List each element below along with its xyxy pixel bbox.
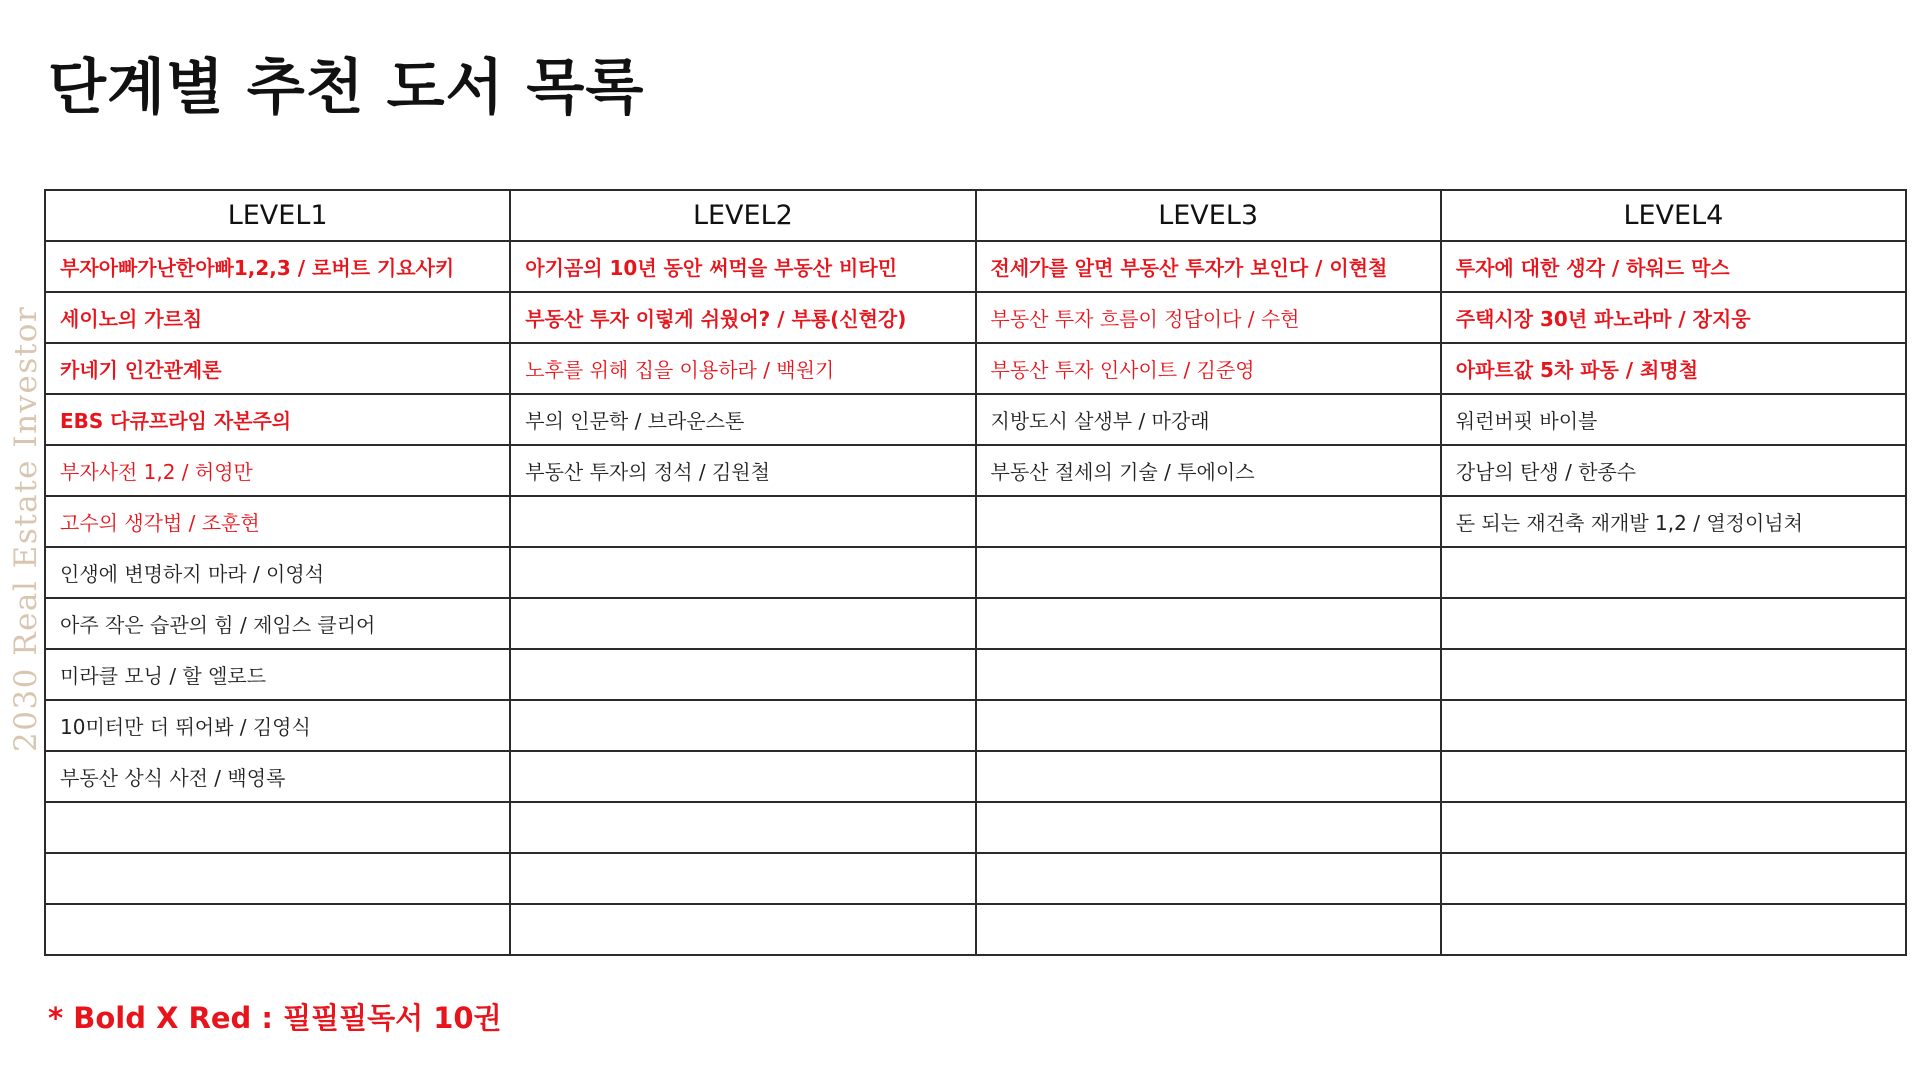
book-cell <box>976 547 1441 598</box>
reading-list-table <box>44 189 1907 956</box>
book-cell <box>1441 649 1906 700</box>
table-row <box>45 802 1906 853</box>
table-row <box>45 853 1906 904</box>
table-row <box>45 445 1906 496</box>
table-row <box>45 496 1906 547</box>
book-cell: 아파트값 5차 파동 / 최명철 <box>1441 343 1906 394</box>
watermark: 2030 Real Estate Investor <box>8 305 44 752</box>
book-cell <box>976 904 1441 955</box>
book-cell: 아주 작은 습관의 힘 / 제임스 클리어 <box>45 598 510 649</box>
book-cell <box>1441 751 1906 802</box>
table-row <box>45 343 1906 394</box>
book-cell: 아기곰의 10년 동안 써먹을 부동산 비타민 <box>510 241 975 292</box>
book-cell: 부동산 투자 이렇게 쉬웠어? / 부룡(신현강) <box>510 292 975 343</box>
book-cell: 부자아빠가난한아빠1,2,3 / 로버트 기요사키 <box>45 241 510 292</box>
table-row <box>45 751 1906 802</box>
book-cell: 주택시장 30년 파노라마 / 장지웅 <box>1441 292 1906 343</box>
book-cell: 투자에 대한 생각 / 하워드 막스 <box>1441 241 1906 292</box>
book-cell <box>1441 904 1906 955</box>
book-cell: 부동산 투자 인사이트 / 김준영 <box>976 343 1441 394</box>
book-cell: 부동산 투자의 정석 / 김원철 <box>510 445 975 496</box>
book-cell: 부동산 투자 흐름이 정답이다 / 수현 <box>976 292 1441 343</box>
book-cell <box>510 751 975 802</box>
table-row <box>45 394 1906 445</box>
table-row <box>45 241 1906 292</box>
table-row <box>45 700 1906 751</box>
book-cell <box>510 649 975 700</box>
book-cell <box>45 853 510 904</box>
book-cell <box>976 802 1441 853</box>
book-cell <box>976 751 1441 802</box>
book-cell <box>976 853 1441 904</box>
table-header-row <box>45 190 1906 241</box>
table-row <box>45 598 1906 649</box>
table-row <box>45 292 1906 343</box>
column-header-level1: LEVEL1 <box>45 190 510 241</box>
book-cell: 돈 되는 재건축 재개발 1,2 / 열정이넘쳐 <box>1441 496 1906 547</box>
table-row <box>45 904 1906 955</box>
book-cell <box>45 802 510 853</box>
table-row <box>45 547 1906 598</box>
page-title: 단계별 추천 도서 목록 <box>48 53 645 123</box>
book-cell <box>510 547 975 598</box>
book-cell: 부의 인문학 / 브라운스톤 <box>510 394 975 445</box>
book-cell: 노후를 위해 집을 이용하라 / 백원기 <box>510 343 975 394</box>
book-cell: 부자사전 1,2 / 허영만 <box>45 445 510 496</box>
book-cell: 지방도시 살생부 / 마강래 <box>976 394 1441 445</box>
book-cell <box>510 598 975 649</box>
book-cell <box>1441 802 1906 853</box>
book-cell: 카네기 인간관계론 <box>45 343 510 394</box>
book-cell: 고수의 생각법 / 조훈현 <box>45 496 510 547</box>
book-cell <box>510 904 975 955</box>
book-cell <box>1441 547 1906 598</box>
book-cell <box>976 496 1441 547</box>
table-body <box>45 241 1906 955</box>
book-cell: 미라클 모닝 / 할 엘로드 <box>45 649 510 700</box>
column-header-level4: LEVEL4 <box>1441 190 1906 241</box>
book-cell: 부동산 절세의 기술 / 투에이스 <box>976 445 1441 496</box>
column-header-level2: LEVEL2 <box>510 190 975 241</box>
book-cell <box>510 853 975 904</box>
book-cell: 인생에 변명하지 마라 / 이영석 <box>45 547 510 598</box>
book-cell <box>510 802 975 853</box>
book-cell: EBS 다큐프라임 자본주의 <box>45 394 510 445</box>
book-cell <box>976 700 1441 751</box>
book-cell <box>510 700 975 751</box>
book-cell <box>45 904 510 955</box>
book-cell <box>1441 700 1906 751</box>
book-cell: 전세가를 알면 부동산 투자가 보인다 / 이현철 <box>976 241 1441 292</box>
book-cell: 부동산 상식 사전 / 백영록 <box>45 751 510 802</box>
book-cell <box>1441 853 1906 904</box>
book-cell <box>976 649 1441 700</box>
book-cell: 세이노의 가르침 <box>45 292 510 343</box>
book-cell <box>510 496 975 547</box>
footnote: * Bold X Red : 필필필독서 10권 <box>48 1001 502 1035</box>
book-cell <box>1441 598 1906 649</box>
column-header-level3: LEVEL3 <box>976 190 1441 241</box>
book-cell: 워런버핏 바이블 <box>1441 394 1906 445</box>
book-cell: 10미터만 더 뛰어봐 / 김영식 <box>45 700 510 751</box>
book-cell <box>976 598 1441 649</box>
book-cell: 강남의 탄생 / 한종수 <box>1441 445 1906 496</box>
table-row <box>45 649 1906 700</box>
